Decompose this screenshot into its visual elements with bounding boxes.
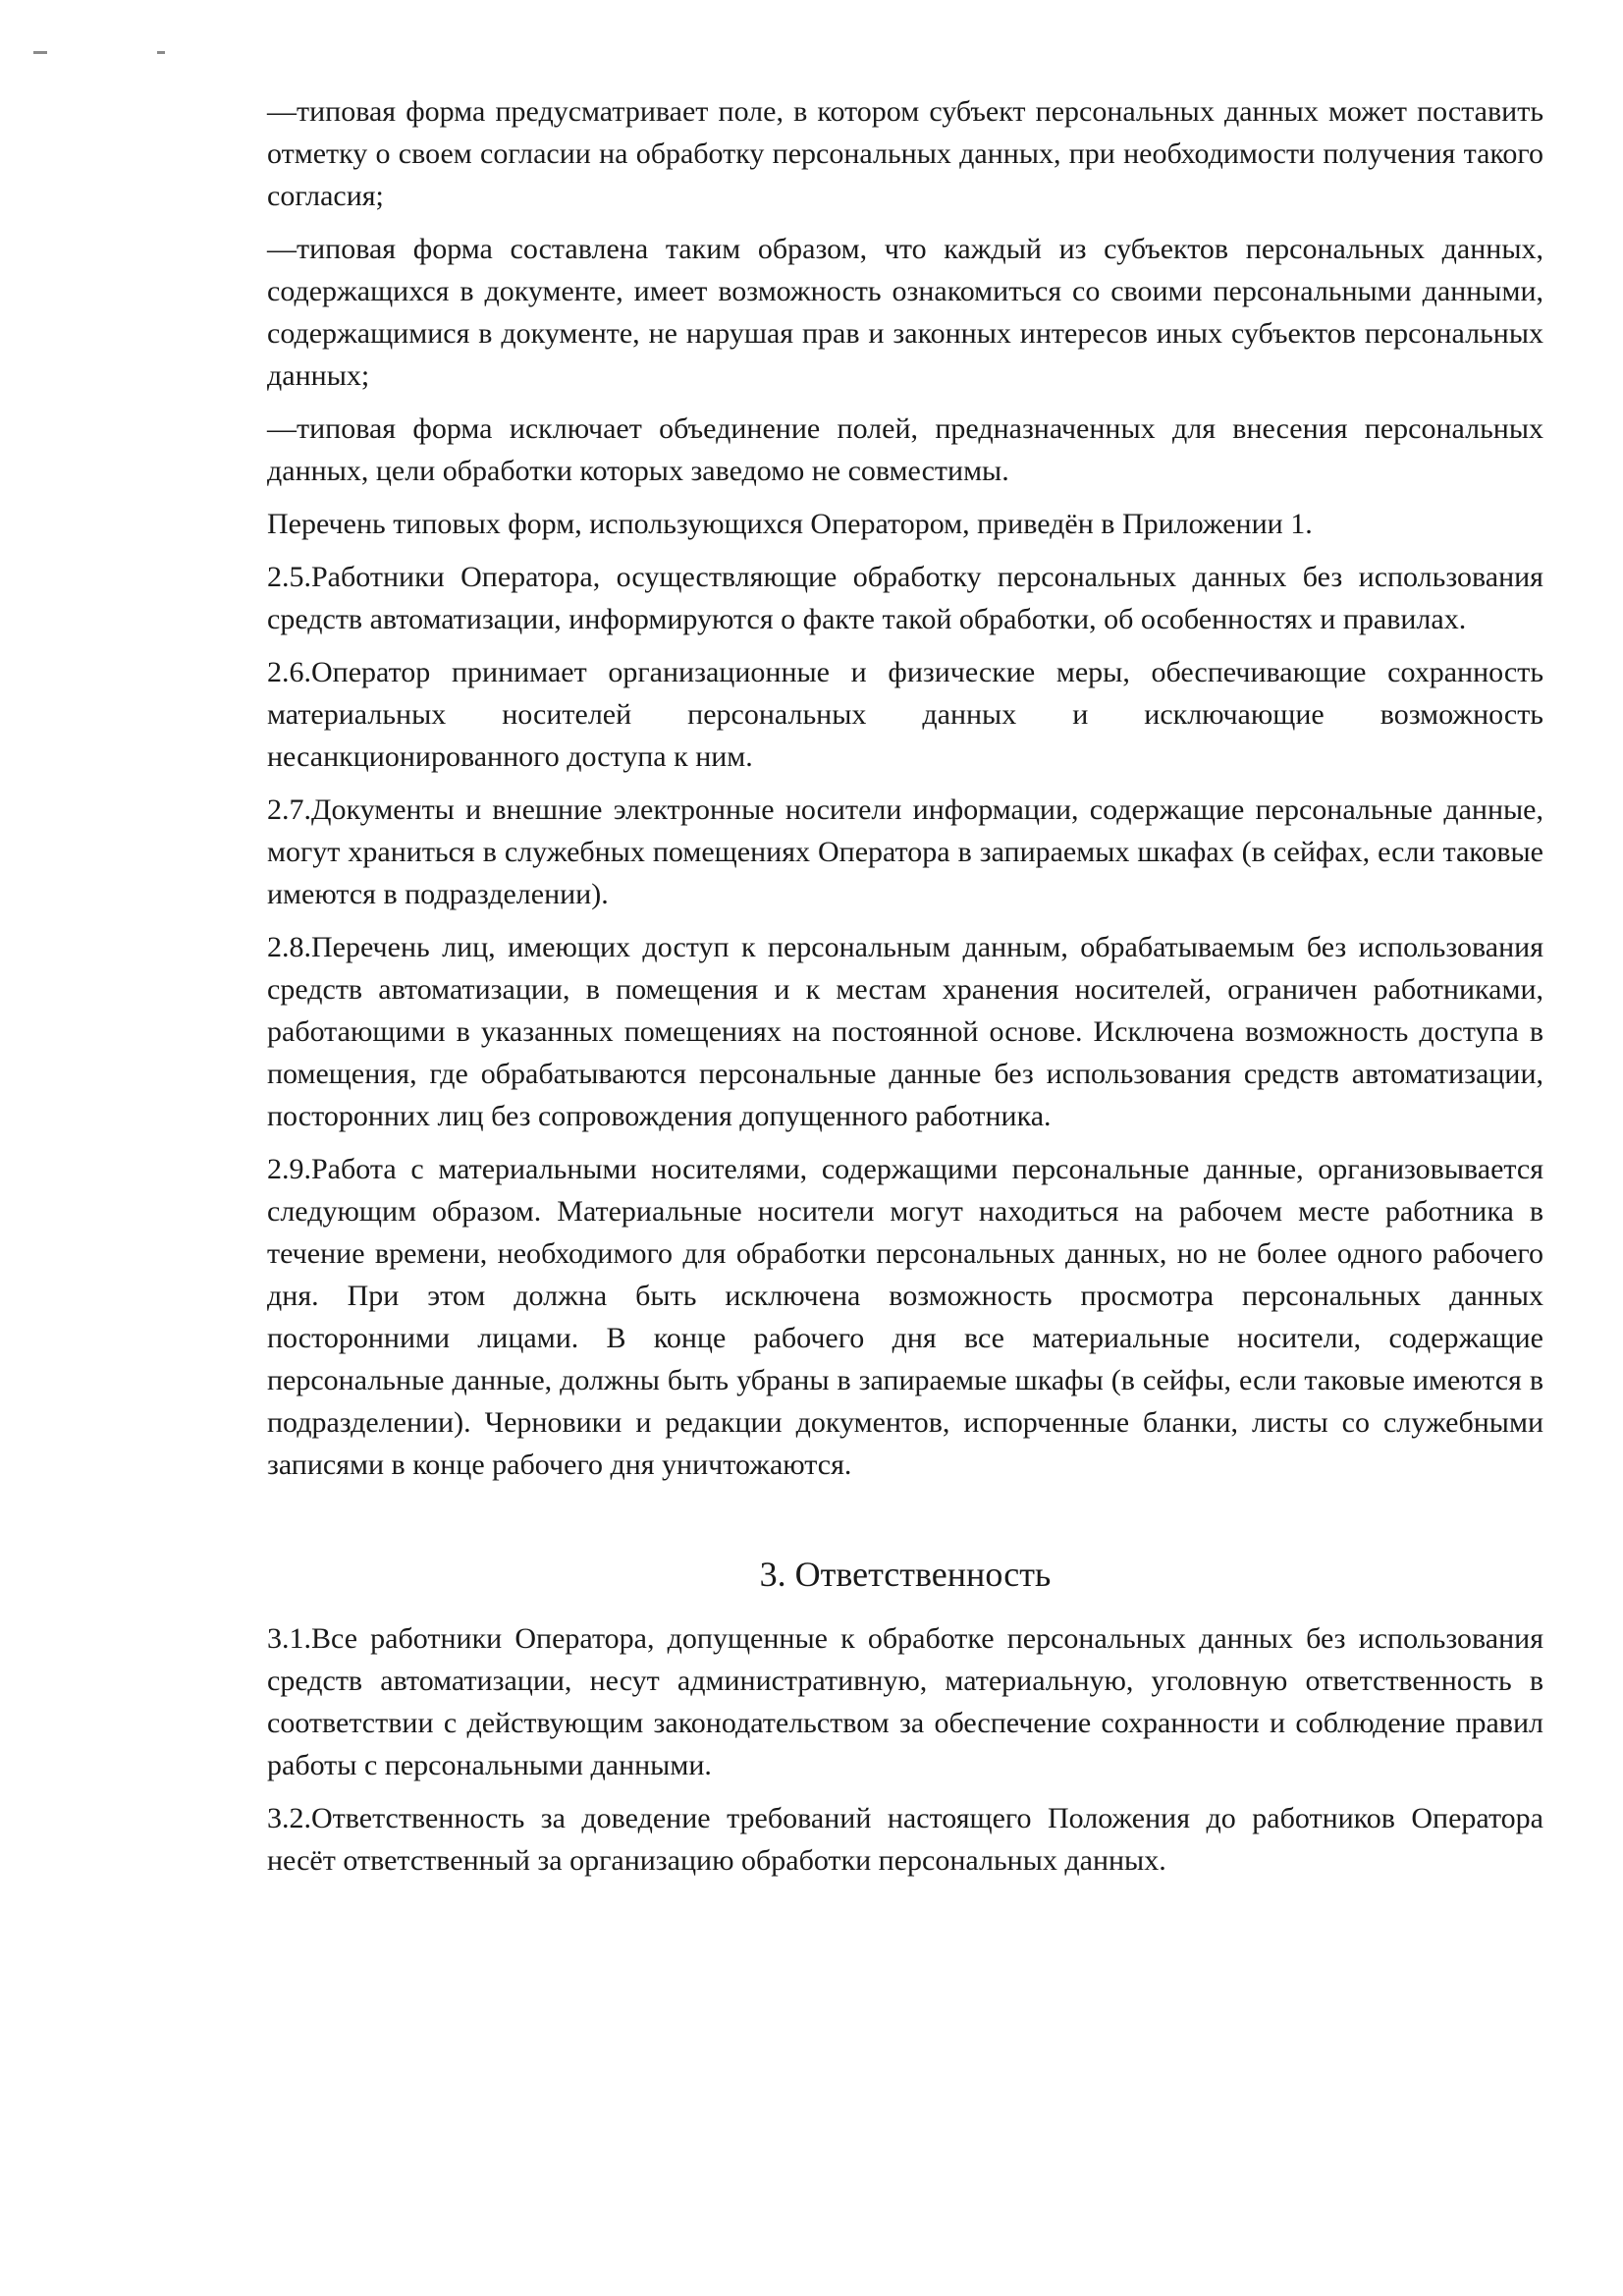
clause-2-5 <box>267 556 1543 640</box>
clause-number: 3.2. <box>267 1802 311 1834</box>
forms-note: Перечень типовых форм, использующихся Оператором, приведён в Приложении 1. <box>267 508 1313 540</box>
clause-text: Перечень лиц, имеющих доступ к персональным данным, обрабатываемым без использования средств автоматизации, в помещения и к местам хранения носителей, ограничен работниками, работающими в указанных помещениях на постоянной основе. Исключена возможность доступа в помещения, где обрабатываются персональные данные без использования средств автоматизации, посторонних лиц без сопровождения допущенного работника. <box>267 931 1543 1132</box>
clause-number: 2.6. <box>267 656 311 688</box>
clause-text: Работники Оператора, осуществляющие обработку персональных данных без использования средств автоматизации, информируются о факте такой обработки, об особенностях и правилах. <box>267 561 1543 635</box>
clause-text: Все работники Оператора, допущенные к обработке персональных данных без использования средств автоматизации, несут административную, материальную, уголовную ответственность в соответствии с действующим законодательством за обеспечение сохранности и соблюдение правил работы с персональными данными. <box>267 1622 1543 1781</box>
intro-item: —типовая форма исключает объединение полей, предназначенных для внесения персональных данных, цели обработки которых заведомо не совместимы. <box>267 412 1543 487</box>
scan-speck <box>157 51 165 54</box>
clause-2-8 <box>267 926 1543 1137</box>
clause-3-2 <box>267 1797 1543 1882</box>
scan-speck <box>33 51 47 54</box>
document-page <box>267 90 1543 1892</box>
clause-text: Документы и внешние электронные носители информации, содержащие персональные данные, могут храниться в служебных помещениях Оператора в запираемых шкафах (в сейфах, если таковые имеются в подразделении). <box>267 793 1543 910</box>
clause-number: 2.9. <box>267 1153 311 1185</box>
clause-text: Ответственность за доведение требований настоящего Положения до работников Оператора несёт ответственный за организацию обработки персональных данных. <box>267 1802 1543 1877</box>
clause-number: 2.8. <box>267 931 311 963</box>
clause-3-1 <box>267 1617 1543 1786</box>
section-3-title: 3. Ответственность <box>759 1555 1052 1594</box>
clause-number: 2.7. <box>267 793 311 826</box>
clause-number: 2.5. <box>267 561 311 593</box>
clause-text: Оператор принимает организационные и физические меры, обеспечивающие сохранность материальных носителей персональных данных и исключающие возможность несанкционированного доступа к ним. <box>267 656 1543 773</box>
clause-2-9 <box>267 1148 1543 1486</box>
clause-2-6 <box>267 651 1543 778</box>
clause-number: 3.1. <box>267 1622 311 1655</box>
intro-item: —типовая форма составлена таким образом, что каждый из субъектов персональных данных, содержащихся в документе, имеет возможность ознакомиться со своими персональными данными, содержащимися в документе, не нарушая прав и законных интересов иных субъектов персональных данных; <box>267 233 1543 392</box>
clause-text: Работа с материальными носителями, содержащими персональные данные, организовывается следующим образом. Материальные носители могут находиться на рабочем месте работника в течение времени, необходимого для обработки персональных данных, но не более одного рабочего дня. При этом должна быть исключена возможность просмотра персональных данных посторонними лицами. В конце рабочего дня все материальные носители, содержащие персональные данные, должны быть убраны в запираемые шкафы (в сейфы, если таковые имеются в подразделении). Черновики и редакции документов, испорченные бланки, листы со служебными записями в конце рабочего дня уничтожаются. <box>267 1153 1543 1481</box>
clause-2-7 <box>267 789 1543 915</box>
intro-item: —типовая форма предусматривает поле, в котором субъект персональных данных может поставить отметку о своем согласии на обработку персональных данных, при необходимости получения такого согласия; <box>267 95 1543 212</box>
